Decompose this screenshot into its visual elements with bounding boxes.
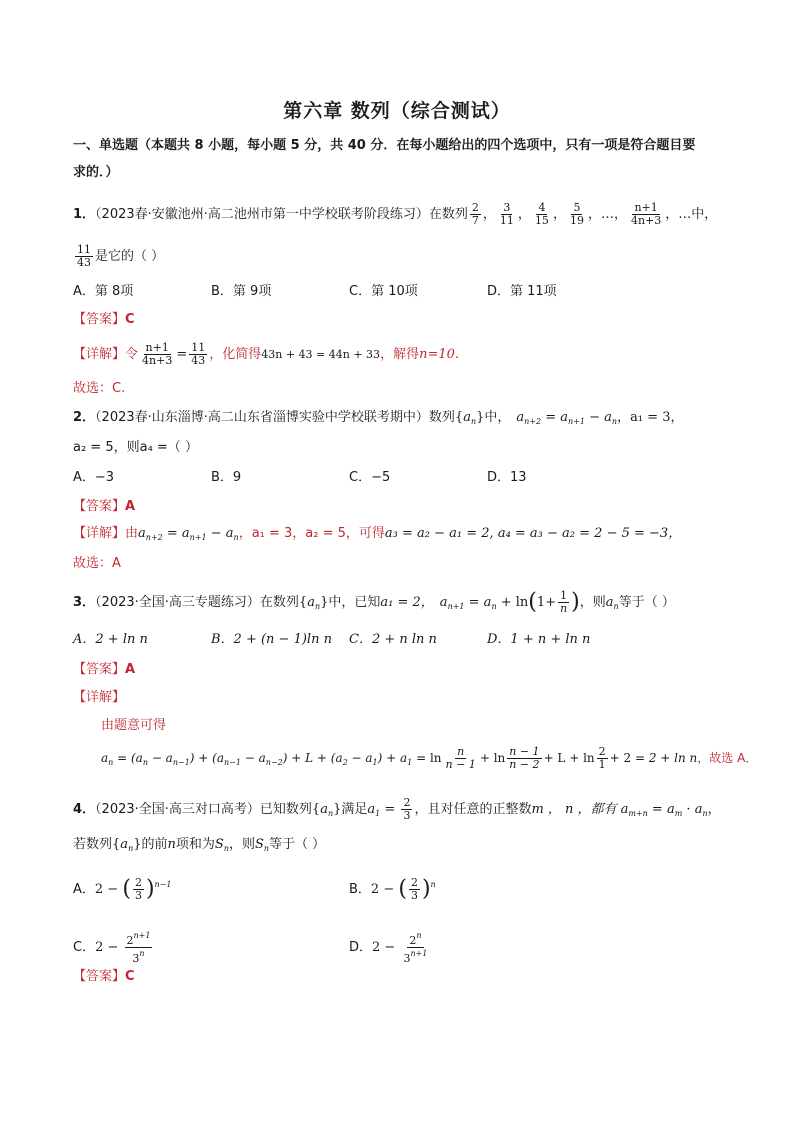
derivation-line: $a_n = (a_n - a_{n-1}) + (a_{n-1} - a_{n-2}) + L + (a_2 - a_1) + a_1 = \ln$ $\frac{n}{n - 1}$ + ln $\frac{n - 1}{n - 2}$ + L + ln $\frac{2}{1}$ + 2 = 2 + ln n，故选 A． — [101, 745, 758, 771]
choose-line: 故选：C. — [73, 381, 126, 396]
option-d: D．1 + n + ln n — [487, 632, 591, 647]
fraction: $\frac{11}{43}$ — [77, 243, 91, 269]
choose-line: 故选：A — [73, 556, 121, 571]
option-a: A．第 8项 — [73, 284, 134, 299]
question-3-stem: 3．（2023·全国·高三专题练习）在数列$\{a_n\}$中，已知a₁ = 2， $a_{n+1} = a_n + \ln(1+$ $\frac{1}{n}$ )，则$a_n$等于（ ） — [73, 589, 675, 615]
question-number: 1． — [73, 207, 96, 222]
option-b: B．9 — [211, 470, 242, 485]
option-b: B．2 + (n − 1)ln n — [211, 632, 332, 647]
option-c: C．2 − $\frac{2^{n+1}}{3^n}$ — [73, 931, 151, 965]
fraction: $\frac{4}{15}$ — [534, 201, 549, 227]
option-a: A．−3 — [73, 470, 115, 485]
option-c: C．第 10项 — [349, 284, 418, 299]
answer-line: 【答案】C — [73, 969, 135, 984]
fraction: $\frac{n+1}{4n+3}$ — [630, 201, 662, 227]
detail-line: 由题意可得 — [101, 718, 167, 733]
detail-line: 【详解】令 $\frac{n+1}{4n+3}$ = $\frac{11}{43}$ ，化简得43n + 43 = 44n + 33，解得n=10. — [73, 341, 460, 367]
answer-line: 【答案】A — [73, 662, 136, 677]
fraction: $\frac{2}{7}$ — [471, 201, 479, 227]
answer-line — [73, 311, 135, 329]
option-c: C．−5 — [349, 470, 391, 485]
question-1-stem: 1．（2023春·安徽池州·高二池州市第一中学校联考阶段练习）在数列 $\frac{2}{7}$ ， $\frac{3}{11}$ ， $\frac{4}{15}$ ， $\frac{5}{19}$ ，…， $\frac{n+1}{4n+3}$ ，…中， — [73, 201, 718, 227]
option-b: B．第 9项 — [211, 284, 272, 299]
question-2-line2: a₂ = 5，则a₄ =（ ） — [73, 440, 198, 455]
fraction: $\frac{5}{19}$ — [569, 201, 584, 227]
question-4-stem: 4．（2023·全国·高三对口高考）已知数列$\{a_n\}$满足$a_1$ = $\frac{2}{3}$ ，且对任意的正整数m ， n ，都有 $a_{m+n} = a_m \cdot a_n$， — [73, 796, 721, 822]
section-header-line2: 求的．） — [73, 165, 119, 180]
section-header-line1: 一、单选题（本题共 8 小题，每小题 5 分，共 40 分．在每小题给出的四个选项中，只有一项是符合题目要 — [73, 138, 696, 153]
fraction: $\frac{n+1}{4n+3}$ — [142, 341, 173, 367]
question-1-ask: $\frac{11}{43}$ 是它的（ ） — [77, 243, 165, 269]
question-2-stem: 2．（2023春·山东淄博·高二山东省淄博实验中学校联考期中）数列$\{a_n\}$中， $a_{n+2} = a_{n+1} - a_n$，a₁ = 3， — [73, 410, 684, 426]
fraction: $\frac{11}{43}$ — [191, 341, 206, 367]
question-source: （2023春·安徽池州·高二池州市第一中学校联考阶段练习）在数列 — [95, 207, 468, 222]
question-4-line2: 若数列$\{a_n\}$的前n项和为$S_n$，则$S_n$等于（ ） — [73, 837, 326, 853]
option-c: C．2 + n ln n — [349, 632, 437, 647]
option-a: A．2 − ( $\frac{2}{3}$ )$^{n-1}$ — [73, 876, 172, 902]
page-title: 第六章 数列（综合测试） — [283, 100, 511, 122]
detail-line: 【详解】由$a_{n+2} = a_{n+1} - a_n$，a₁ = 3，a₂ = 5，可得a₃ = a₂ − a₁ = 2, a₄ = a₃ − a₂ = 2 − 5 = −3， — [73, 526, 682, 542]
option-b: B．2 − ( $\frac{2}{3}$ )$^n$ — [349, 876, 436, 902]
option-a: A．2 + ln n — [73, 632, 148, 647]
option-d: D．13 — [487, 470, 527, 485]
fraction: $\frac{3}{11}$ — [499, 201, 514, 227]
answer-value: C — [125, 312, 135, 327]
answer-line: 【答案】A — [73, 499, 136, 514]
option-d: D．2 − $\frac{2^n}{3^{n+1}}$ — [349, 931, 428, 965]
answer-tag: 【答案】 — [73, 312, 126, 327]
option-d: D．第 11项 — [487, 284, 557, 299]
detail-tag-line: 【详解】 — [73, 690, 126, 705]
